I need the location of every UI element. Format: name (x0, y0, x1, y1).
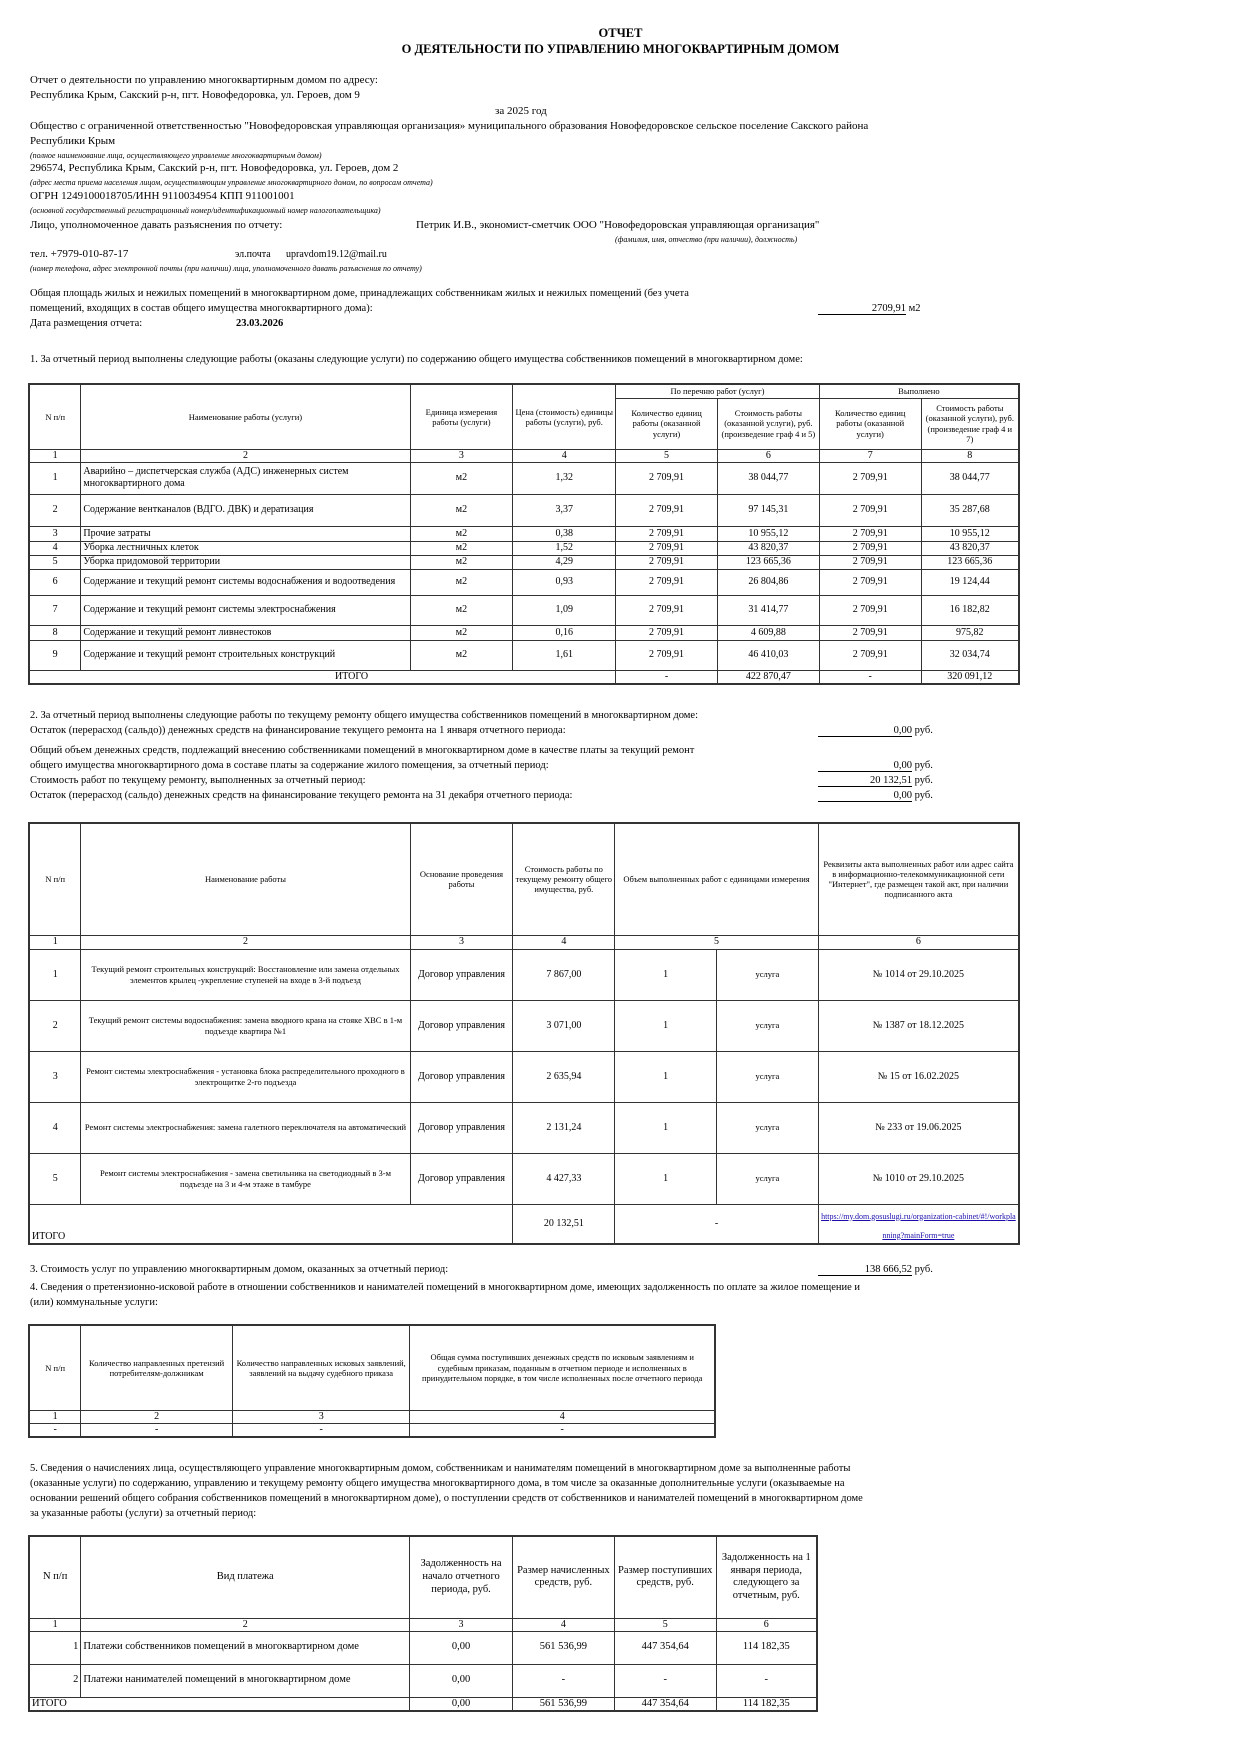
unit: м2 (410, 595, 513, 625)
col-number: 6 (717, 449, 819, 462)
col-number: 4 (513, 935, 615, 949)
address-label: Отчет о деятельности по управлению многоквартирным домом по адресу: (30, 74, 378, 86)
qty-list: 2 709,91 (616, 555, 718, 569)
cost-done: 123 665,36 (921, 555, 1019, 569)
basis: Договор управления (410, 1000, 513, 1051)
row-number: 8 (29, 625, 81, 640)
charged: - (512, 1664, 614, 1697)
currency: руб. (914, 790, 933, 801)
unit: м2 (410, 541, 513, 555)
section5-heading-line4: за указанные работы (услуги) за отчетный период: (30, 1508, 257, 1519)
unit: м2 (410, 526, 513, 541)
act: № 15 от 16.02.2025 (818, 1051, 1019, 1102)
table-row (29, 1423, 715, 1437)
col-group-list: По перечню работ (услуг) (616, 384, 820, 398)
price: 1,32 (513, 462, 616, 494)
qty-done: 2 709,91 (819, 625, 921, 640)
col-header-n: N п/п (29, 823, 81, 935)
basis: Договор управления (410, 1102, 513, 1153)
col-number: 1 (29, 1618, 81, 1631)
table-row (29, 949, 1019, 1000)
col-number: 6 (818, 935, 1019, 949)
unit: м2 (410, 555, 513, 569)
price: 0,93 (513, 569, 616, 595)
col-group-done: Выполнено (819, 384, 1019, 398)
table-row (29, 625, 1019, 640)
date-label: Дата размещения отчета: (30, 318, 143, 329)
col-header-charged: Размер начисленных средств, руб. (512, 1536, 614, 1618)
act: № 1014 от 29.10.2025 (818, 949, 1019, 1000)
ogrn-note: (основной государственный регистрационный номер/идентификационный номер налогоплательщика) (30, 206, 381, 215)
cost: 7 867,00 (513, 949, 615, 1000)
row-number: 7 (29, 595, 81, 625)
area-unit: м2 (908, 303, 921, 314)
cost-done: 16 182,82 (921, 595, 1019, 625)
row-number: 1 (29, 949, 81, 1000)
currency: руб. (914, 775, 933, 786)
cost-list: 31 414,77 (717, 595, 819, 625)
currency: руб. (914, 1264, 933, 1275)
cost: 2 635,94 (513, 1051, 615, 1102)
work-name: Аварийно – диспетчерская служба (АДС) инженерных систем многоквартирного дома (81, 462, 410, 494)
section3-value: 138 666,52 (818, 1264, 912, 1276)
balance-start-value: 0,00 (818, 725, 912, 737)
col-number: 5 (616, 449, 718, 462)
cost: 3 071,00 (513, 1000, 615, 1051)
qty-list: 2 709,91 (616, 541, 718, 555)
contact-note: (номер телефона, адрес электронной почты (при наличии) лица, уполномоченного давать разъяснения по отчету) (30, 264, 422, 273)
qty-done: 2 709,91 (819, 640, 921, 670)
cell: - (232, 1423, 410, 1437)
unit: м2 (410, 462, 513, 494)
payments-table (28, 1535, 818, 1712)
total-charged: 561 536,99 (512, 1697, 614, 1711)
cost-done: 38 044,77 (921, 462, 1019, 494)
work-name: Ремонт системы электроснабжения: замена галетного переключателя на автоматический (81, 1102, 410, 1153)
total-qty-list: - (616, 670, 718, 684)
total-label: ИТОГО (29, 670, 616, 684)
total-debt-end: 114 182,35 (716, 1697, 817, 1711)
qty: 1 (615, 1102, 717, 1153)
debt-end: 114 182,35 (716, 1631, 817, 1664)
cost-done: 43 820,37 (921, 541, 1019, 555)
total-cost-done: 320 091,12 (921, 670, 1019, 684)
section3-label: 3. Стоимость услуг по управлению многоквартирным домом, оказанных за отчетный период: (30, 1264, 449, 1275)
debt-start: 0,00 (410, 1631, 513, 1664)
date-value: 23.03.2026 (236, 318, 284, 329)
row-number: 2 (29, 494, 81, 526)
total-row (29, 1204, 1019, 1244)
col-header-name: Наименование работы (услуги) (81, 384, 410, 449)
claims-table (28, 1324, 716, 1438)
total-due-value: 0,00 (818, 760, 912, 772)
address: Республика Крым, Сакский р-н, пгт. Новофедоровка, ул. Героев, дом 9 (30, 89, 360, 101)
cell: - (81, 1423, 233, 1437)
cost-list: 4 609,88 (717, 625, 819, 640)
qty-done: 2 709,91 (819, 569, 921, 595)
charged: 561 536,99 (512, 1631, 614, 1664)
area-text-line2: помещений, входящих в состав общего имущества многоквартирного дома): (30, 303, 373, 314)
row-number: 4 (29, 1102, 81, 1153)
row-number: 6 (29, 569, 81, 595)
area-text: Общая площадь жилых и нежилых помещений в многоквартирном доме, принадлежащих собственникам жилых и нежилых помещений (без учета (30, 288, 689, 299)
col-number: 5 (614, 1618, 716, 1631)
qty-list: 2 709,91 (616, 625, 718, 640)
col-header-volume: Объем выполненных работ с единицами измерения (615, 823, 819, 935)
org-address-note: (адрес места приема населения лицом, осуществляющим управление многоквартирного домом, по вопросам отчета) (30, 178, 433, 187)
email-label: эл.почта (235, 249, 271, 260)
unit: м2 (410, 625, 513, 640)
row-number: 5 (29, 555, 81, 569)
cost-list: 26 804,86 (717, 569, 819, 595)
payment-type: Платежи нанимателей помещений в многоквартирном доме (81, 1664, 410, 1697)
cost-list: 10 955,12 (717, 526, 819, 541)
section4-heading: 4. Сведения о претензионно-исковой работе в отношении собственников и нанимателей помещений в многоквартирном доме, имеющих задолженность по оплате за жилое помещение и (30, 1282, 861, 1293)
qty: 1 (615, 1000, 717, 1051)
unit: услуга (717, 1102, 819, 1153)
unit: м2 (410, 569, 513, 595)
unit: услуга (717, 949, 819, 1000)
table-row (29, 640, 1019, 670)
table-row (29, 541, 1019, 555)
total-qty-done: - (819, 670, 921, 684)
qty-done: 2 709,91 (819, 462, 921, 494)
qty-done: 2 709,91 (819, 541, 921, 555)
qty-done: 2 709,91 (819, 555, 921, 569)
cell: - (410, 1423, 715, 1437)
col-number: 1 (29, 449, 81, 462)
org-name: Общество с ограниченной ответственностью "Новофедоровская управляющая организация» муниципального образования Новофедоровское сельское поселение Сакского района (30, 120, 869, 132)
cost-done: 32 034,74 (921, 640, 1019, 670)
balance-end-label: Остаток (перерасход (сальдо) денежных средств на финансирование текущего ремонта на 31 декабря отчетного периода: (30, 790, 573, 801)
col-number: 3 (232, 1410, 410, 1423)
qty-list: 2 709,91 (616, 494, 718, 526)
table-row (29, 1153, 1019, 1204)
total-received: 447 354,64 (614, 1697, 716, 1711)
gosuslugi-link[interactable]: https://my.dom.gosuslugi.ru/organization-cabinet/#!/workplanning?mainForm=true (821, 1211, 1016, 1240)
work-name: Содержание и текущий ремонт ливнестоков (81, 625, 410, 640)
col-header-qty-done: Количество единиц работы (оказанной услуги) (819, 398, 921, 449)
table-row (29, 1102, 1019, 1153)
col-number: 4 (410, 1410, 715, 1423)
qty: 1 (615, 1153, 717, 1204)
price: 1,61 (513, 640, 616, 670)
col-number: 7 (819, 449, 921, 462)
col-number: 2 (81, 449, 410, 462)
col-number: 2 (81, 1618, 410, 1631)
cost-done: 35 287,68 (921, 494, 1019, 526)
row-number: 5 (29, 1153, 81, 1204)
work-name: Ремонт системы электроснабжения - замена светильника на светодиодный в 3-м подъезде на 3 и 4-м этаже в тамбуре (81, 1153, 410, 1204)
unit: услуга (717, 1000, 819, 1051)
price: 0,16 (513, 625, 616, 640)
basis: Договор управления (410, 1153, 513, 1204)
section1-heading: 1. За отчетный период выполнены следующие работы (оказаны следующие услуги) по содержанию общего имущества собственников помещений в многоквартирном доме: (30, 354, 803, 365)
col-header-price: Цена (стоимость) единицы работы (услуги), руб. (513, 384, 616, 449)
col-header-claims: Количество направленных претензий потребителям-должникам (81, 1325, 233, 1410)
currency: руб. (914, 760, 933, 771)
price: 0,38 (513, 526, 616, 541)
cost-done: 10 955,12 (921, 526, 1019, 541)
work-name: Содержание и текущий ремонт строительных конструкций (81, 640, 410, 670)
cost-list: 38 044,77 (717, 462, 819, 494)
works-cost-label: Стоимость работ по текущему ремонту, выполненных за отчетный период: (30, 775, 366, 786)
col-number: 4 (512, 1618, 614, 1631)
table-row (29, 494, 1019, 526)
total-volume: - (615, 1204, 819, 1244)
col-header-name: Наименование работы (81, 823, 410, 935)
work-name: Содержание и текущий ремонт системы электроснабжения (81, 595, 410, 625)
report-subtitle: О ДЕЯТЕЛЬНОСТИ ПО УПРАВЛЕНИЮ МНОГОКВАРТИРНЫМ ДОМОМ (401, 42, 840, 56)
col-header-sum: Общая сумма поступивших денежных средств по исковым заявлениям и судебным приказам, поданным в отчетном периоде и исполненных в принудительном порядке, в том числе исполненных после отчетного периода (410, 1325, 715, 1410)
qty-list: 2 709,91 (616, 640, 718, 670)
row-number: 2 (29, 1664, 81, 1697)
col-header-lawsuits: Количество направленных исковых заявлений, заявлений на выдачу судебного приказа (232, 1325, 410, 1410)
table-row (29, 595, 1019, 625)
table-row (29, 555, 1019, 569)
table-row (29, 1051, 1019, 1102)
row-number: 3 (29, 526, 81, 541)
cost-list: 43 820,37 (717, 541, 819, 555)
col-header-unit: Единица измерения работы (услуги) (410, 384, 513, 449)
table-row (29, 462, 1019, 494)
balance-end-value: 0,00 (818, 790, 912, 802)
section5-heading-line2: (оказанные услуги) по содержанию, управлению и текущему ремонту общего имущества многоквартирного дома, в том числе за оказанные дополнительные услуги (оказываемые на (30, 1478, 845, 1489)
row-number: 1 (29, 1631, 81, 1664)
col-header-type: Вид платежа (81, 1536, 410, 1618)
debt-start: 0,00 (410, 1664, 513, 1697)
col-number: 3 (410, 1618, 513, 1631)
col-header-n: N п/п (29, 1536, 81, 1618)
qty-list: 2 709,91 (616, 462, 718, 494)
col-number: 3 (410, 449, 513, 462)
received: 447 354,64 (614, 1631, 716, 1664)
col-header-cost-done: Стоимость работы (оказанной услуги), руб. (произведение граф 4 и 7) (921, 398, 1019, 449)
col-header-cost: Стоимость работы по текущему ремонту общего имущества, руб. (513, 823, 615, 935)
qty-done: 2 709,91 (819, 595, 921, 625)
col-number: 2 (81, 1410, 233, 1423)
total-row (29, 1697, 817, 1711)
table-row (29, 526, 1019, 541)
act: № 233 от 19.06.2025 (818, 1102, 1019, 1153)
ogrn: ОГРН 1249100018705/ИНН 9110034954 КПП 911001001 (30, 190, 295, 202)
section2-heading: 2. За отчетный период выполнены следующие работы по текущему ремонту общего имущества собственников помещений в многоквартирном доме: (30, 710, 699, 721)
section5-heading: 5. Сведения о начислениях лица, осуществляющего управление многоквартирным домом, собственникам и нанимателям помещений в многоквартирном доме за выполненные работы (30, 1463, 851, 1474)
act: № 1010 от 29.10.2025 (818, 1153, 1019, 1204)
price: 4,29 (513, 555, 616, 569)
currency: руб. (914, 725, 933, 736)
cell: - (29, 1423, 81, 1437)
col-header-qty-list: Количество единиц работы (оказанной услуги) (616, 398, 718, 449)
cost: 2 131,24 (513, 1102, 615, 1153)
qty-list: 2 709,91 (616, 595, 718, 625)
work-name: Уборка лестничных клеток (81, 541, 410, 555)
table-row (29, 569, 1019, 595)
col-number: 1 (29, 1410, 81, 1423)
row-number: 2 (29, 1000, 81, 1051)
col-header-debt-start: Задолженность на начало отчетного периода, руб. (410, 1536, 513, 1618)
qty-done: 2 709,91 (819, 494, 921, 526)
act: № 1387 от 18.12.2025 (818, 1000, 1019, 1051)
phone: тел. +7979-010-87-17 (30, 248, 129, 260)
basis: Договор управления (410, 1051, 513, 1102)
col-number: 8 (921, 449, 1019, 462)
qty: 1 (615, 1051, 717, 1102)
col-header-act: Реквизиты акта выполненных работ или адрес сайта в информационно-телекоммуникационной сети "Интернет", где размещен такой акт, при наличии подписанного акта (818, 823, 1019, 935)
table-row (29, 1664, 817, 1697)
col-header-n: N п/п (29, 384, 81, 449)
col-header-cost-list: Стоимость работы (оказанной услуги), руб. (произведение граф 4 и 5) (717, 398, 819, 449)
maintenance-works-table (28, 383, 1020, 685)
price: 1,09 (513, 595, 616, 625)
report-title: ОТЧЕТ (598, 26, 643, 40)
work-name: Содержание вентканалов (ВДГО. ДВК) и дератизация (81, 494, 410, 526)
col-number: 6 (716, 1618, 817, 1631)
price: 3,37 (513, 494, 616, 526)
row-number: 1 (29, 462, 81, 494)
unit: м2 (410, 494, 513, 526)
qty-list: 2 709,91 (616, 569, 718, 595)
qty-list: 2 709,91 (616, 526, 718, 541)
col-header-received: Размер поступивших средств, руб. (614, 1536, 716, 1618)
price: 1,52 (513, 541, 616, 555)
section4-heading-line2: (или) коммунальные услуги: (30, 1297, 158, 1308)
qty: 1 (615, 949, 717, 1000)
repair-works-table (28, 822, 1020, 1245)
section5-heading-line3: основании решений общего собрания собственников помещений в многоквартирном доме), о поступлении средств от собственников и нанимателей помещений в многоквартирном доме (30, 1493, 863, 1504)
org-note: (полное наименование лица, осуществляющего управление многоквартирным домом) (30, 151, 322, 160)
col-header-basis: Основание проведения работы (410, 823, 513, 935)
cost-done: 975,82 (921, 625, 1019, 640)
received: - (614, 1664, 716, 1697)
work-name: Уборка придомовой территории (81, 555, 410, 569)
responsible-person: Петрик И.В., экономист-сметчик ООО "Новофедоровская управляющая организация" (416, 219, 820, 231)
cost-list: 46 410,03 (717, 640, 819, 670)
org-address: 296574, Республика Крым, Сакский р-н, пгт. Новофедоровка, ул. Героев, дом 2 (30, 162, 399, 174)
work-name: Текущий ремонт строительных конструкций: Восстановление или замена отдельных элементов крылец -укрепление ступеней на входе в 3-й подъезд (81, 949, 410, 1000)
work-name: Содержание и текущий ремонт системы водоснабжения и водоотведения (81, 569, 410, 595)
col-number: 4 (513, 449, 616, 462)
total-due-label-line2: общего имущества многоквартирного дома в составе платы за содержание жилого помещения, за отчетный период: (30, 760, 549, 771)
col-number: 5 (615, 935, 819, 949)
org-name-line2: Республики Крым (30, 135, 116, 147)
unit: услуга (717, 1051, 819, 1102)
cost: 4 427,33 (513, 1153, 615, 1204)
table-row (29, 1631, 817, 1664)
table-row (29, 1000, 1019, 1051)
total-due-label: Общий объем денежных средств, подлежащий внесению собственниками помещений в многоквартирном доме в качестве платы за текущий ремонт (30, 745, 695, 756)
row-number: 3 (29, 1051, 81, 1102)
unit: услуга (717, 1153, 819, 1204)
col-header-n: N п/п (29, 1325, 81, 1410)
col-number: 1 (29, 935, 81, 949)
debt-end: - (716, 1664, 817, 1697)
cost-list: 123 665,36 (717, 555, 819, 569)
qty-done: 2 709,91 (819, 526, 921, 541)
total-label: ИТОГО (29, 1697, 410, 1711)
cost-list: 97 145,31 (717, 494, 819, 526)
person-note: (фамилия, имя, отчество (при наличии), должность) (615, 235, 798, 244)
person-label: Лицо, уполномоченное давать разъяснения по отчету: (30, 219, 283, 231)
total-cost: 20 132,51 (513, 1204, 615, 1244)
col-number: 3 (410, 935, 513, 949)
total-debt-start: 0,00 (410, 1697, 513, 1711)
total-row (29, 670, 1019, 684)
cost-done: 19 124,44 (921, 569, 1019, 595)
works-cost-value: 20 132,51 (818, 775, 912, 787)
email[interactable]: upravdom19.12@mail.ru (286, 249, 387, 260)
report-period: за 2025 год (495, 105, 547, 117)
row-number: 9 (29, 640, 81, 670)
area-value: 2709,91 (818, 303, 906, 315)
col-number: 2 (81, 935, 410, 949)
row-number: 4 (29, 541, 81, 555)
balance-start-label: Остаток (перерасход (сальдо)) денежных средств на финансирование текущего ремонта на 1 января отчетного периода: (30, 725, 566, 736)
work-name: Текущий ремонт системы водоснабжения: замена вводного крана на стояке ХВС в 1-м подъезде квартира №1 (81, 1000, 410, 1051)
col-header-debt-end: Задолженность на 1 января периода, следующего за отчетным, руб. (716, 1536, 817, 1618)
total-label: ИТОГО (29, 1204, 513, 1244)
work-name: Прочие затраты (81, 526, 410, 541)
unit: м2 (410, 640, 513, 670)
payment-type: Платежи собственников помещений в многоквартирном доме (81, 1631, 410, 1664)
basis: Договор управления (410, 949, 513, 1000)
work-name: Ремонт системы электроснабжения - установка блока распределительного проходного в электрощитке 2-го подъезда (81, 1051, 410, 1102)
total-cost-list: 422 870,47 (717, 670, 819, 684)
